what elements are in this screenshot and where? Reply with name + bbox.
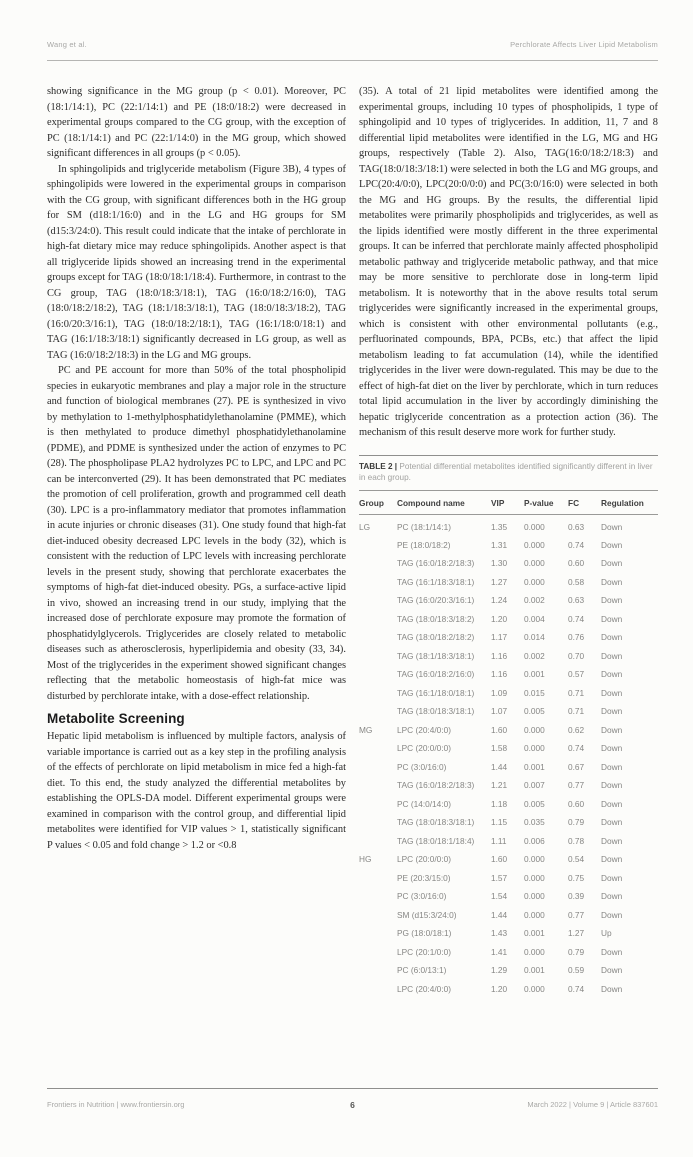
table-cell: Down bbox=[601, 817, 623, 828]
table-cell: 0.035 bbox=[524, 817, 545, 828]
table-cell bbox=[359, 924, 397, 942]
table-cell bbox=[359, 647, 397, 665]
table-cell: PC (6:0/13:1) bbox=[397, 965, 447, 976]
paragraph: (35). A total of 21 lipid metabolites were identified among the experimental groups, including 10 types of phospholipids, 1 type of sphingolipid and 10 types of triglycerides. In addition, 11, 7 and 8 differential lipid metabolites were identified in the LG, MG and HG groups, respectively (Table 2). Also, TAG(16:0/18:2/18:3) and TAG(18:0/18:3/18:1) were selected in both the LG and MG groups, and LPC(20:4/0:0), LPC(20:0/0:0) and PC(3:0/16:0) were selected in both the MG and HG groups. By the results, the differential lipid metabolites were primarily phospholipids and triglycerides, as well as the lipids identified were mostly different in the three experimental groups. It can be inferred that perchlorate mainly affected phospholipid metabolic pathway and triglyceride metabolic pathway, and that mice may be more sensitive to perchlorate dose in long-term lipid metabolism. It is noteworthy that in the above results total serum triglycerides were significantly increased in the experimental groups, which is consistent with other environmental pollutants (e.g., perfluorinated compounds, BPA, PCBs, etc.) that affect the lipid metabolism leading to fat accumulation (14), while the identified triglycerides in the liver were down-regulated. This may be due to the effect of high-fat diet on the liver by perchlorate, which in turn reduces total lipid accumulation in the liver by accordingly diminishing the hepatic triglyceride concentration as a protection action (36). The mechanism of this result deserve more work for further study. bbox=[359, 86, 658, 438]
table-cell: Down bbox=[601, 724, 623, 735]
table-cell: Down bbox=[601, 891, 623, 902]
table-cell: 0.63 bbox=[568, 595, 585, 606]
table-cell bbox=[359, 794, 397, 812]
table-cell: 0.002 bbox=[524, 595, 545, 606]
table-cell: 0.015 bbox=[524, 687, 545, 698]
table-cell: 0.000 bbox=[524, 891, 545, 902]
table-cell: 0.000 bbox=[524, 854, 545, 865]
table-row bbox=[359, 961, 658, 979]
table-cell: PG (18:0/18:1) bbox=[397, 928, 452, 939]
table-cell: 1.44 bbox=[491, 909, 508, 920]
table-cell: 0.71 bbox=[568, 687, 585, 698]
table-cell: 0.71 bbox=[568, 706, 585, 717]
column-header: Regulation bbox=[601, 490, 658, 514]
table-cell: 1.09 bbox=[491, 687, 508, 698]
table-cell: 0.000 bbox=[524, 743, 545, 754]
table-cell: TAG (16:0/18:2/16:0) bbox=[397, 669, 475, 680]
table-cell bbox=[359, 665, 397, 683]
table-cell: TAG (18:0/18:3/18:1) bbox=[397, 817, 475, 828]
table-cell: 0.006 bbox=[524, 835, 545, 846]
table-cell bbox=[359, 831, 397, 849]
table-cell: 1.44 bbox=[491, 761, 508, 772]
column-header: P-value bbox=[524, 490, 568, 514]
table-cell: 1.18 bbox=[491, 798, 508, 809]
table-cell: 1.21 bbox=[491, 780, 508, 791]
table-cell bbox=[359, 702, 397, 720]
table-cell: 1.27 bbox=[568, 928, 585, 939]
table-cell bbox=[359, 979, 397, 997]
table-row bbox=[359, 684, 658, 702]
table-row bbox=[359, 702, 658, 720]
table-row bbox=[359, 813, 658, 831]
table-cell: 0.000 bbox=[524, 946, 545, 957]
table-cell: 0.74 bbox=[568, 539, 585, 550]
running-head-author: Wang et al. bbox=[47, 40, 87, 49]
table-cell bbox=[359, 628, 397, 646]
column-header: VIP bbox=[491, 490, 524, 514]
table-cell: 1.27 bbox=[491, 576, 508, 587]
table-cell: SM (d15:3/24:0) bbox=[397, 909, 457, 920]
paragraph: In sphingolipids and triglyceride metabolism (Figure 3B), 4 types of sphingolipids were lowered in the experimental groups in comparison with the CG group, with significant differences both in the HG group for SM (d18:1/16:0) and in the LG and HG groups for SM (d15:3/24:0). This result could indicate that the intake of perchlorate in high-fat dietary mice may reduce sphingolipids. Another aspect is that all triglyceride lipids showed an increasing trend in the experimental groups except for TAG (18:0/18:1/18:4). Furthermore, in contrast to the CG group, TAG (18:0/18:3/18:1), TAG (16:0/18:2/16:0), TAG (18:0/18:2/18:2), TAG (18:1/18:3/18:1), TAG (18:0/18:3/18:2), TAG (16:0/20:3/16:1), TAG (18:0/18:2/18:1), TAG (16:1/18:0/18:1) and TAG (16:1/18:3/18:1) significantly decreased in LG group, as well as TAG (16:0/18:2/18:3) in the LG and MG groups. bbox=[47, 163, 346, 361]
table-cell: LPC (20:0/0:0) bbox=[397, 854, 451, 865]
table-cell bbox=[359, 573, 397, 591]
table-cell bbox=[359, 813, 397, 831]
table-cell: 0.75 bbox=[568, 872, 585, 883]
table-cell: 0.78 bbox=[568, 835, 585, 846]
table-cell: Down bbox=[601, 909, 623, 920]
table-caption bbox=[359, 461, 658, 484]
table-cell: 0.62 bbox=[568, 724, 585, 735]
table-cell: Up bbox=[601, 928, 612, 939]
table-cell: 1.24 bbox=[491, 595, 508, 606]
table-cell: 0.39 bbox=[568, 891, 585, 902]
table-cell: 0.60 bbox=[568, 558, 585, 569]
table-cell: PC (3:0/16:0) bbox=[397, 891, 447, 902]
table-row bbox=[359, 665, 658, 683]
table-cell: 1.20 bbox=[491, 613, 508, 624]
table-cell: 0.000 bbox=[524, 521, 545, 532]
table-cell: 0.014 bbox=[524, 632, 545, 643]
table-cell: Down bbox=[601, 613, 623, 624]
table-cell: Down bbox=[601, 946, 623, 957]
table-cell: TAG (16:0/20:3/16:1) bbox=[397, 595, 475, 606]
table-cell: 0.74 bbox=[568, 983, 585, 994]
table-cell: 1.29 bbox=[491, 965, 508, 976]
page-number: 6 bbox=[350, 1100, 355, 1110]
table-cell: 1.15 bbox=[491, 817, 508, 828]
header-rule bbox=[47, 60, 658, 61]
table-row bbox=[359, 610, 658, 628]
table-cell: PC (14:0/14:0) bbox=[397, 798, 451, 809]
table-cell: 0.000 bbox=[524, 909, 545, 920]
table-cell: 0.79 bbox=[568, 946, 585, 957]
table-cell: 0.001 bbox=[524, 669, 545, 680]
table-cell: LG bbox=[359, 521, 371, 532]
paragraph: showing significance in the MG group (p < 0.01). Moreover, PC (18:1/14:1), PC (22:1/14:1) and PE (18:0/18:2) were decreased in experimental groups compared to the CG group, with the exception of PC (18:1/14:1) and PC (22:1/14:0) in the MG group, which showed significant differences in all groups (p < 0.05). bbox=[47, 86, 346, 159]
table-caption-text: Potential differential metabolites identified significantly different in liver in each group. bbox=[359, 461, 653, 482]
table-row bbox=[359, 868, 658, 886]
table-cell: Down bbox=[601, 521, 623, 532]
table-row bbox=[359, 554, 658, 572]
page-footer bbox=[47, 1100, 658, 1109]
table-cell: TAG (18:0/18:2/18:2) bbox=[397, 632, 475, 643]
table-cell bbox=[359, 887, 397, 905]
table-cell: Down bbox=[601, 669, 623, 680]
table-top-rule bbox=[359, 455, 658, 456]
footer-issue: March 2022 | Volume 9 | Article 837601 bbox=[527, 1100, 658, 1109]
table-row bbox=[359, 887, 658, 905]
table-row bbox=[359, 647, 658, 665]
table-cell: 0.57 bbox=[568, 669, 585, 680]
footer-rule bbox=[47, 1088, 658, 1089]
table-cell: 0.58 bbox=[568, 576, 585, 587]
table-cell: 1.17 bbox=[491, 632, 508, 643]
table-cell bbox=[359, 776, 397, 794]
table-row bbox=[359, 794, 658, 812]
table-cell: TAG (18:1/18:3/18:1) bbox=[397, 650, 475, 661]
table-row bbox=[359, 721, 658, 739]
table-cell bbox=[359, 536, 397, 554]
column-left bbox=[47, 84, 346, 998]
table-cell: PE (20:3/15:0) bbox=[397, 872, 451, 883]
table-cell: 0.79 bbox=[568, 817, 585, 828]
column-header: FC bbox=[568, 490, 601, 514]
table-row bbox=[359, 628, 658, 646]
table-cell: 1.31 bbox=[491, 539, 508, 550]
column-header: Compound name bbox=[397, 490, 491, 514]
table-cell bbox=[359, 758, 397, 776]
table-cell: TAG (16:0/18:2/18:3) bbox=[397, 780, 475, 791]
table-cell: Down bbox=[601, 835, 623, 846]
table-cell: 1.60 bbox=[491, 854, 508, 865]
table-cell: Down bbox=[601, 595, 623, 606]
table-cell: Down bbox=[601, 650, 623, 661]
table-cell: 1.20 bbox=[491, 983, 508, 994]
table-cell: 0.76 bbox=[568, 632, 585, 643]
table-row bbox=[359, 979, 658, 997]
table-cell: 0.001 bbox=[524, 928, 545, 939]
table-cell: 0.77 bbox=[568, 780, 585, 791]
table-cell: LPC (20:4/0:0) bbox=[397, 983, 451, 994]
table-cell: TAG (16:1/18:3/18:1) bbox=[397, 576, 475, 587]
table-row bbox=[359, 514, 658, 536]
table-cell: 1.16 bbox=[491, 669, 508, 680]
table-cell: 0.000 bbox=[524, 724, 545, 735]
column-right bbox=[359, 84, 658, 998]
paragraph: PC and PE account for more than 50% of the total phospholipid species in eukaryotic membranes and play a major role in the structure and function of biological membranes (27). PE is synthesized in vivo by methylation to 1-methylphosphatidylethanolamine (PMME), which is then methylated to produce dimethyl phosphatidylethanolamine (PDME), and PDME is synthesized under the action of enzymes to PC (28). The phospholipase PLA2 hydrolyzes PC to LPC, and LPC and PC can be interconverted (29). It has been demonstrated that PC mediates the promotion of cell proliferation, growth and programmed cell death (30). LPC is a pro-inflammatory mediator that promotes inflammation in acute injuries or chronic diseases (31). One study found that high-fat diet-induced obesity decreased LPC levels in the body (32), which is consistent with the reduction of LPC levels with increasing perchlorate levels in the present study, showing that perchlorate exacerbates the symptoms of high-fat diet-induced obesity. PGs, a surface-active lipid in vivo, showed an increasing trend in our study, implying that the increased dose of perchlorate exposure may promote the formation of phosphatidylglycerols. Triglycerides are closely related to metabolic diseases such as atherosclerosis, hyperlipidemia and obesity (33, 34). Most of the triglycerides in the experiment showed significant changes reflecting that the metabolic homeostasis of high-fat mice was disturbed by perchlorate intake, with a dose-effect relationship. bbox=[47, 365, 346, 702]
table-row bbox=[359, 758, 658, 776]
table-cell: Down bbox=[601, 743, 623, 754]
table-cell: 1.60 bbox=[491, 724, 508, 735]
table-cell: TAG (18:0/18:1/18:4) bbox=[397, 835, 475, 846]
table-cell: 0.000 bbox=[524, 576, 545, 587]
running-head-title: Perchlorate Affects Liver Lipid Metabolism bbox=[510, 40, 658, 49]
table-cell bbox=[359, 610, 397, 628]
table-cell: 0.60 bbox=[568, 798, 585, 809]
table-cell: 0.005 bbox=[524, 706, 545, 717]
table-cell: 1.16 bbox=[491, 650, 508, 661]
table-cell: TAG (16:0/18:2/18:3) bbox=[397, 558, 475, 569]
table-cell: 1.54 bbox=[491, 891, 508, 902]
table-cell: Down bbox=[601, 539, 623, 550]
table-2 bbox=[359, 455, 658, 998]
table-cell bbox=[359, 942, 397, 960]
table-cell: 1.30 bbox=[491, 558, 508, 569]
table-cell: 0.77 bbox=[568, 909, 585, 920]
table-row bbox=[359, 536, 658, 554]
table-cell bbox=[359, 554, 397, 572]
metabolites-table bbox=[359, 490, 658, 998]
table-cell bbox=[359, 868, 397, 886]
table-cell: PC (3:0/16:0) bbox=[397, 761, 447, 772]
table-row bbox=[359, 905, 658, 923]
table-cell: 0.001 bbox=[524, 965, 545, 976]
table-cell: 0.74 bbox=[568, 743, 585, 754]
table-cell: HG bbox=[359, 854, 372, 865]
footer-journal: Frontiers in Nutrition | www.frontiersin.org bbox=[47, 1100, 185, 1109]
table-cell: 0.000 bbox=[524, 539, 545, 550]
table-cell: Down bbox=[601, 687, 623, 698]
table-cell: PC (18:1/14:1) bbox=[397, 521, 451, 532]
table-cell: Down bbox=[601, 558, 623, 569]
table-cell: Down bbox=[601, 872, 623, 883]
table-cell: 0.000 bbox=[524, 872, 545, 883]
table-cell: LPC (20:1/0:0) bbox=[397, 946, 451, 957]
table-cell: 0.54 bbox=[568, 854, 585, 865]
paragraph: Hepatic lipid metabolism is influenced by multiple factors, analysis of variable importance is carried out as a key step in the profiling analysis of the effects of perchlorate on lipid metabolism in mice fed a high-fat diet. To this end, the study analyzed the differential metabolites by establishing the OPLS-DA model. Different experimental groups were examined in comparison with the control group, and differential lipid metabolites were identified for VIP values > 1, statistically significant P values < 0.05 and fold change > 1.2 or <0.8 bbox=[47, 731, 346, 851]
table-cell: Down bbox=[601, 854, 623, 865]
page-content bbox=[47, 84, 658, 998]
table-cell: Down bbox=[601, 983, 623, 994]
table-cell: 0.74 bbox=[568, 613, 585, 624]
table-row bbox=[359, 776, 658, 794]
table-cell: Down bbox=[601, 706, 623, 717]
table-cell: 0.63 bbox=[568, 521, 585, 532]
table-row bbox=[359, 739, 658, 757]
table-cell bbox=[359, 591, 397, 609]
table-cell: LPC (20:4/0:0) bbox=[397, 724, 451, 735]
table-cell bbox=[359, 739, 397, 757]
table-cell: 0.004 bbox=[524, 613, 545, 624]
table-cell: 0.70 bbox=[568, 650, 585, 661]
table-row bbox=[359, 573, 658, 591]
table-cell: Down bbox=[601, 576, 623, 587]
table-body bbox=[359, 514, 658, 998]
table-cell: 0.007 bbox=[524, 780, 545, 791]
table-cell: Down bbox=[601, 632, 623, 643]
table-cell: 1.07 bbox=[491, 706, 508, 717]
table-cell: PE (18:0/18:2) bbox=[397, 539, 451, 550]
table-label: TABLE 2 | bbox=[359, 461, 398, 471]
table-cell: 0.67 bbox=[568, 761, 585, 772]
table-cell bbox=[359, 961, 397, 979]
table-cell: 0.001 bbox=[524, 761, 545, 772]
table-row bbox=[359, 850, 658, 868]
table-row bbox=[359, 924, 658, 942]
table-cell: LPC (20:0/0:0) bbox=[397, 743, 451, 754]
table-cell: 1.57 bbox=[491, 872, 508, 883]
table-cell: 1.43 bbox=[491, 928, 508, 939]
table-cell: 0.005 bbox=[524, 798, 545, 809]
table-cell: Down bbox=[601, 780, 623, 791]
table-cell: 0.002 bbox=[524, 650, 545, 661]
table-cell: 1.11 bbox=[491, 835, 507, 846]
table-cell: TAG (18:0/18:3/18:2) bbox=[397, 613, 475, 624]
table-head bbox=[359, 490, 658, 514]
table-cell: 1.35 bbox=[491, 521, 508, 532]
table-cell: TAG (16:1/18:0/18:1) bbox=[397, 687, 475, 698]
table-cell: Down bbox=[601, 761, 623, 772]
table-cell: MG bbox=[359, 724, 373, 735]
table-cell: 1.41 bbox=[491, 946, 508, 957]
table-cell: 0.59 bbox=[568, 965, 585, 976]
table-cell: 0.000 bbox=[524, 558, 545, 569]
table-cell: TAG (18:0/18:3/18:1) bbox=[397, 706, 475, 717]
column-header: Group bbox=[359, 490, 397, 514]
running-head bbox=[47, 40, 658, 49]
table-cell: Down bbox=[601, 965, 623, 976]
table-row bbox=[359, 591, 658, 609]
table-cell bbox=[359, 684, 397, 702]
table-cell: Down bbox=[601, 798, 623, 809]
table-cell: 1.58 bbox=[491, 743, 508, 754]
table-row bbox=[359, 942, 658, 960]
section-heading: Metabolite Screening bbox=[47, 711, 185, 726]
table-row bbox=[359, 831, 658, 849]
table-header-row bbox=[359, 490, 658, 514]
table-cell: 0.000 bbox=[524, 983, 545, 994]
table-cell bbox=[359, 905, 397, 923]
